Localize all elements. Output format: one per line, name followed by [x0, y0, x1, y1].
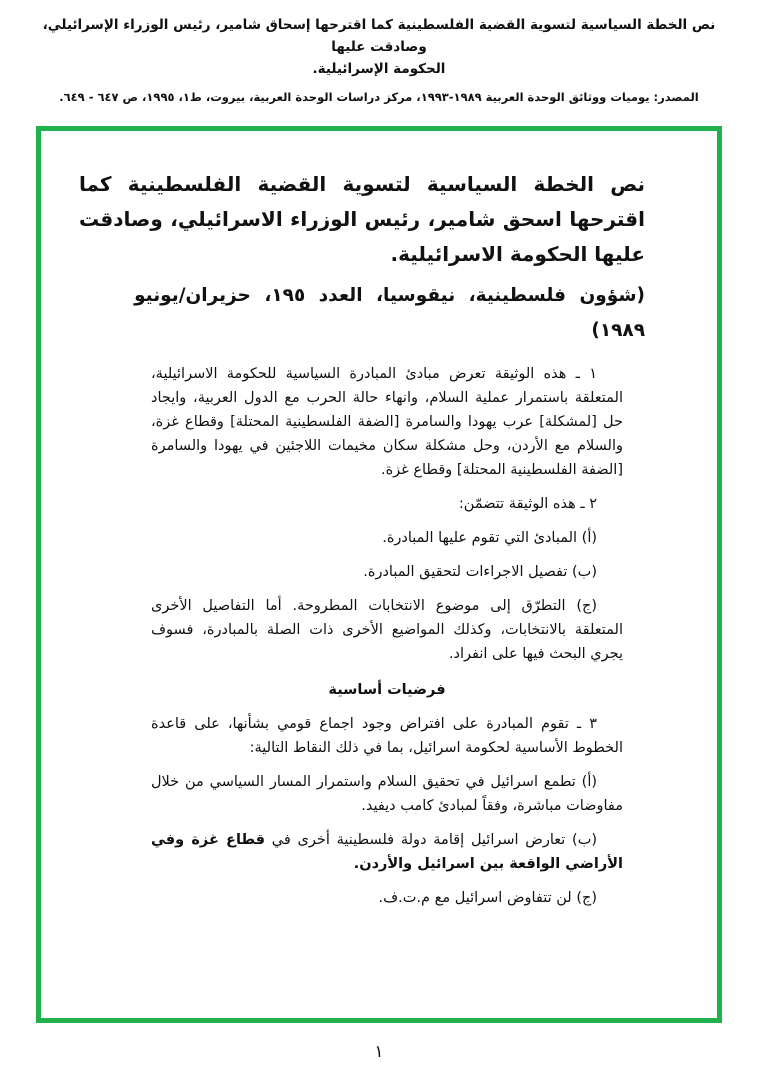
- header-title-line2: الحكومة الإسرائيلية.: [312, 61, 446, 77]
- page-number: ١: [374, 1042, 384, 1062]
- green-highlight-frame: [36, 126, 722, 1023]
- paragraph-3b-bold: قطاع غزة وفي الأراضي الواقعة بين اسرائيل والأردن.: [151, 832, 623, 872]
- document-subtitle: (شؤون فلسطينية، نيقوسيا، العدد ١٩٥، حزيران/يونيو ١٩٨٩): [134, 285, 645, 341]
- paragraph-3a: (أ) تطمع اسرائيل في تحقيق السلام واستمرار المسار السياسي من خلال مفاوضات مباشرة، وفقاً لمبادئ كامب ديفيد.: [151, 774, 623, 814]
- paragraph-1: ١ ـ هذه الوثيقة تعرض مبادئ المبادرة السياسية للحكومة الاسرائيلية، المتعلقة باستمرار عملية السلام، وانهاء حالة الحرب مع الدول العربية، وايجاد حل [لمشكلة] عرب يهودا والسامرة [الضفة الفلسطينية المحتلة] وقطاع غزة، والسلام مع الأردن، وحل مشكلة سكان مخيمات اللاجئين في يهودا والسامرة [الضفة الفلسطينية المحتلة] وقطاع غزة.: [151, 366, 623, 478]
- basic-assumptions-heading: فرضيات أساسية: [328, 682, 446, 698]
- paragraph-3b-normal: (ب) تعارض اسرائيل إقامة دولة فلسطينية أخرى في: [265, 832, 598, 848]
- paragraph-3b: [151, 828, 623, 876]
- paragraph-2: ٢ ـ هذه الوثيقة تتضمّن:: [458, 496, 597, 512]
- paragraph-3c: (ج) لن تتفاوض اسرائيل مع م.ت.ف.: [378, 890, 597, 906]
- paragraph-2a: (أ) المبادئ التي تقوم عليها المبادرة.: [382, 530, 597, 546]
- page-header: [0, 0, 758, 105]
- document-title: نص الخطة السياسية لتسوية القضية الفلسطينية كما اقترحها اسحق شامير، رئيس الوزراء الاسرائيلي، وصادقت عليها الحكومة الاسرائيلية.: [79, 172, 645, 266]
- paragraph-2b: (ب) تفصيل الاجراءات لتحقيق المبادرة.: [363, 564, 597, 580]
- header-title-line1: نص الخطة السياسية لتسوية القضية الفلسطينية كما اقترحها إسحاق شامير، رئيس الوزراء الإسرائيلي، وصادقت عليها: [42, 17, 716, 55]
- paragraph-3: ٣ ـ تقوم المبادرة على افتراض وجود اجماع قومي بشأنها، على قاعدة الخطوط الأساسية لحكومة اسرائيل، بما في ذلك النقاط التالية:: [151, 716, 623, 756]
- document-body: [151, 362, 623, 910]
- source-line: المصدر: يوميات ووثائق الوحدة العربية ١٩٨٩-١٩٩٣، مركز دراسات الوحدة العربية، بيروت، ط١، ١٩٩٥، ص ٦٤٧ - ٦٤٩.: [59, 90, 699, 104]
- paragraph-2c: (ج) التطرّق إلى موضوع الانتخابات المطروحة. أما التفاصيل الأخرى المتعلقة بالانتخابات، وكذلك المواضيع الأخرى ذات الصلة بالمبادرة، فسوف يجري البحث فيها على انفراد.: [151, 598, 623, 662]
